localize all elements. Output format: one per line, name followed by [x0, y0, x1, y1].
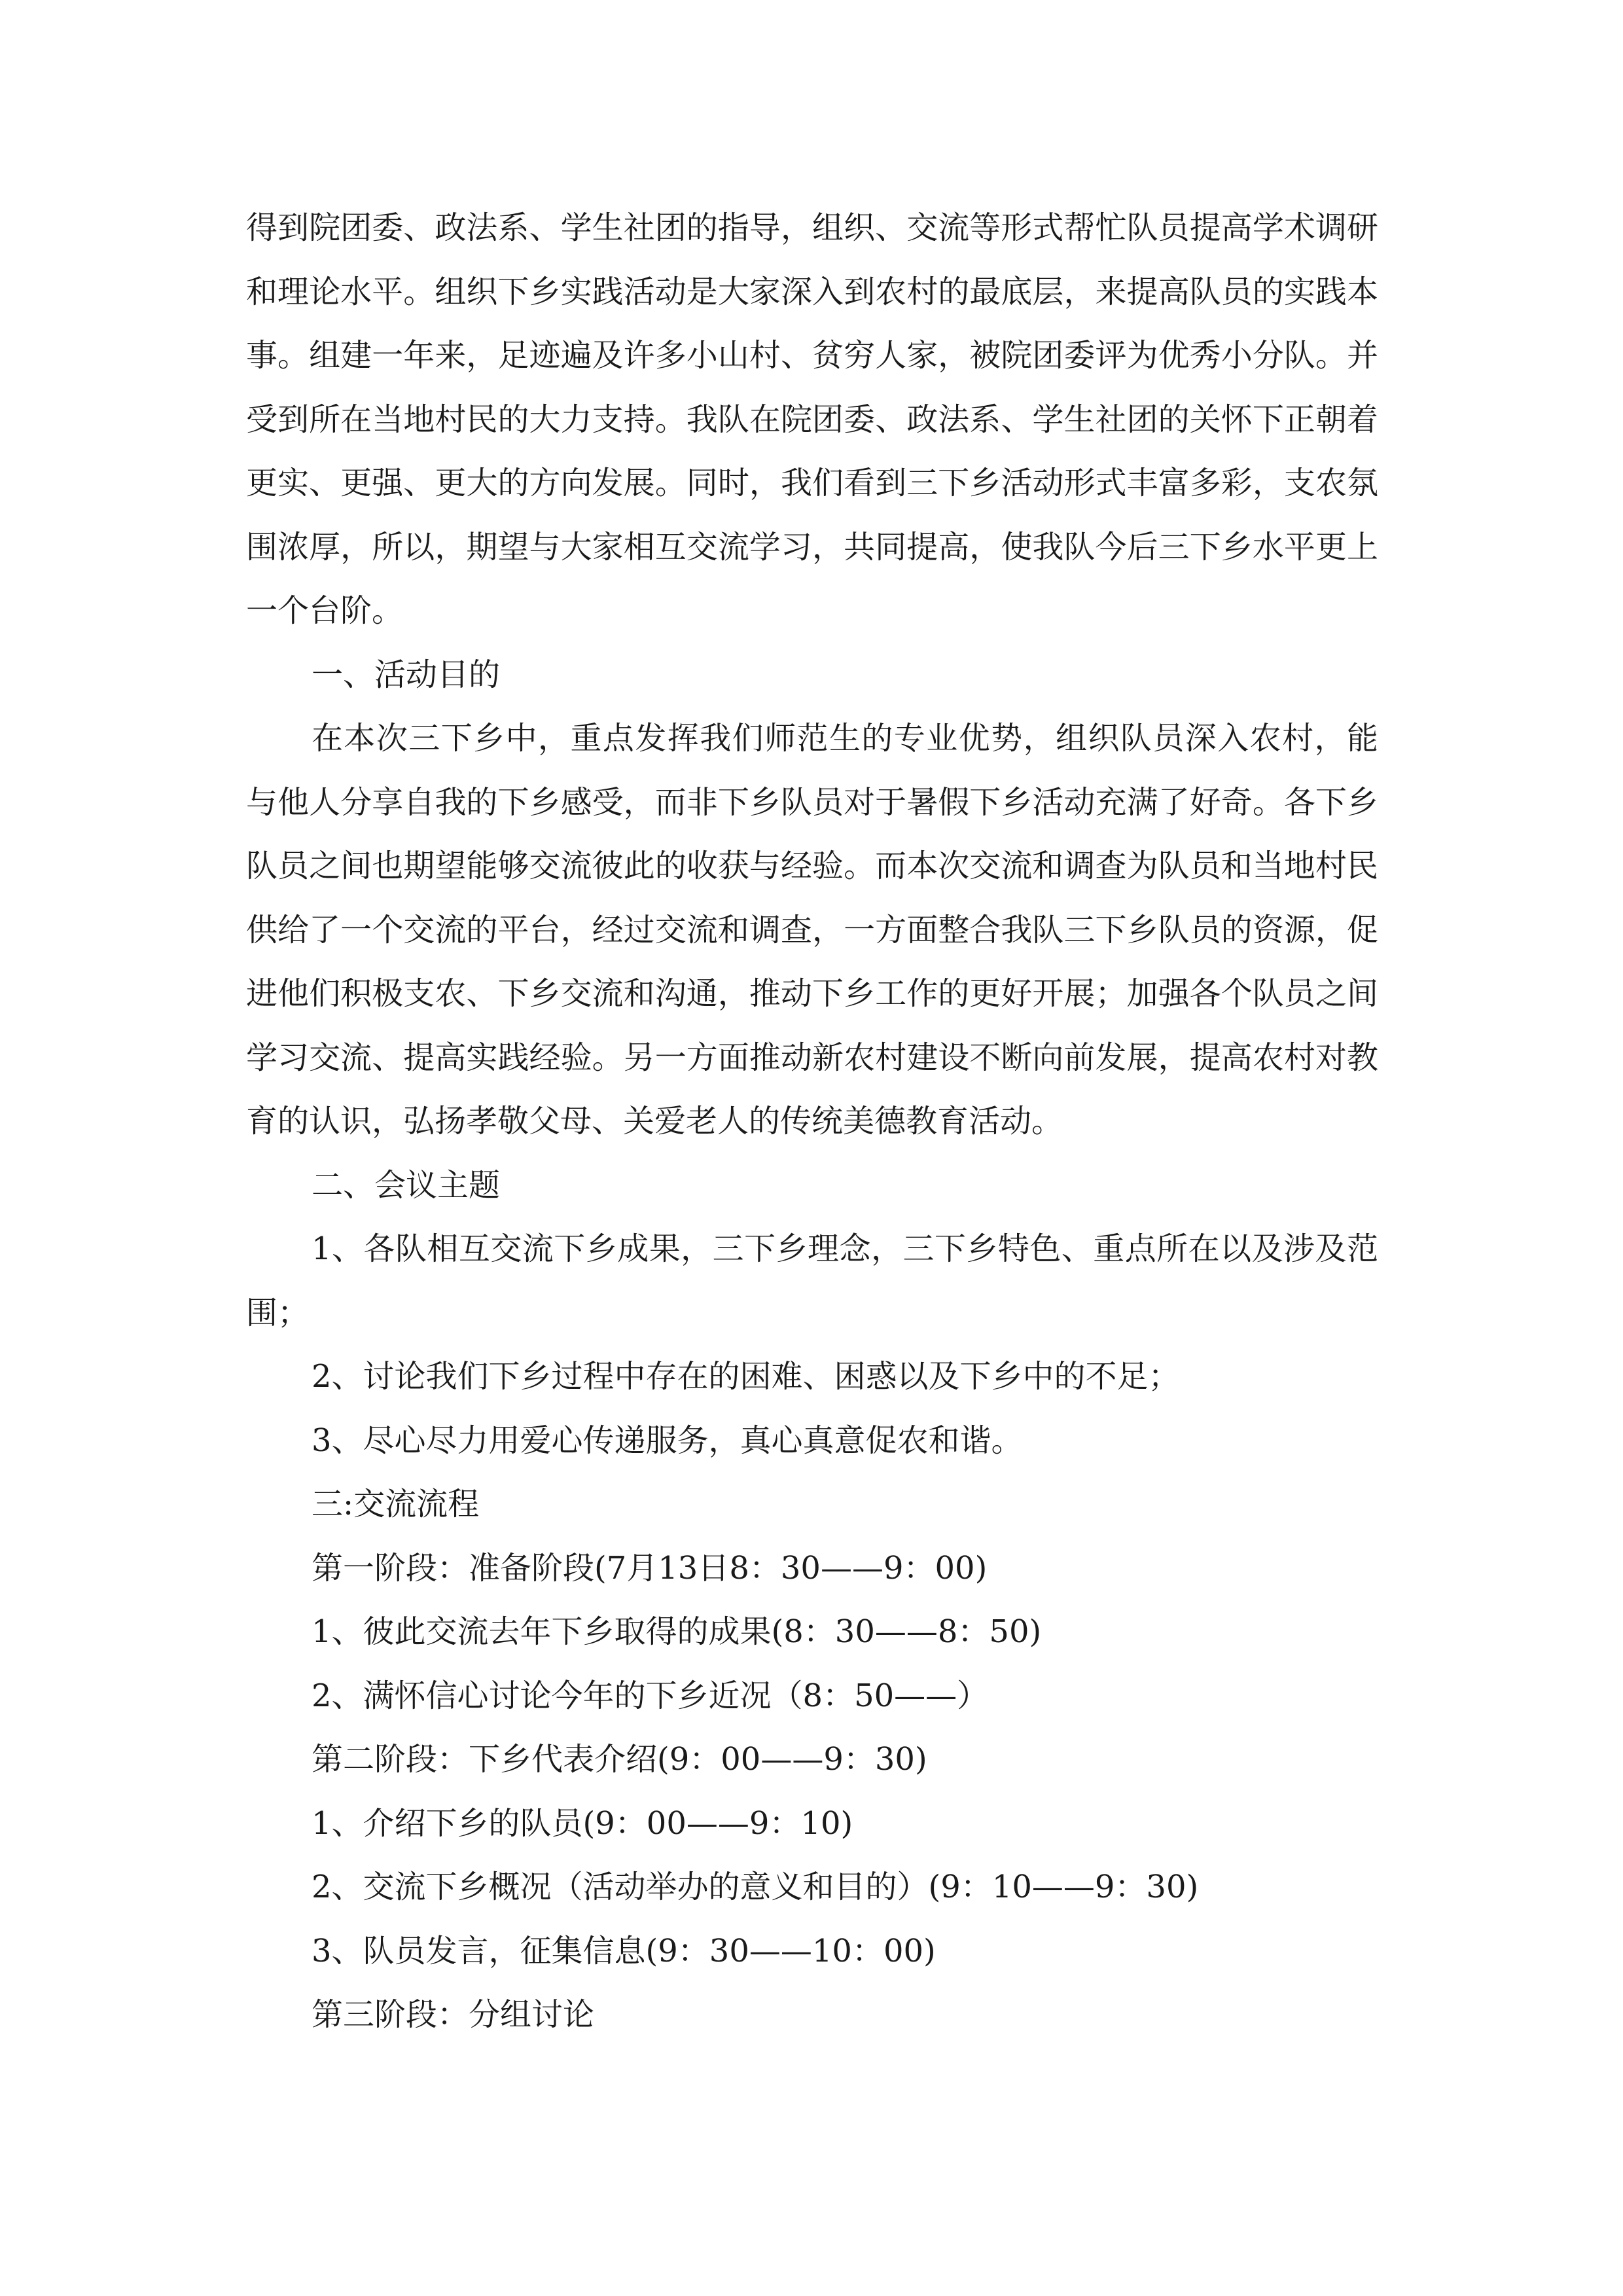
- stage-2-item-3: 3、队员发言，征集信息(9：30——10：00): [312, 1932, 936, 1969]
- section-heading-activity-purpose: 一、活动目的: [312, 656, 501, 693]
- stage-1-item-2: 2、满怀信心讨论今年的下乡近况（8：50——）: [312, 1677, 989, 1714]
- section-heading-meeting-theme: 二、会议主题: [312, 1166, 501, 1204]
- meeting-theme-item-2: 2、讨论我们下乡过程中存在的困难、困惑以及下乡中的不足；: [312, 1358, 1180, 1395]
- intro-paragraph: 得到院团委、政法系、学生社团的指导，组织、交流等形式帮忙队员提高学术调研和理论水平。组织下乡实践活动是大家深入到农村的最底层，来提高队员的实践本事。组建一年来，足迹遍及许多小山村、贫穷人家，被院团委评为优秀小分队。并受到所在当地村民的大力支持。我队在院团委、政法系、学生社团的关怀下正朝着更实、更强、更大的方向发展。同时，我们看到三下乡活动形式丰富多彩，支农氛围浓厚，所以，期望与大家相互交流学习，共同提高，使我队今后三下乡水平更上一个台阶。: [246, 209, 1378, 629]
- stage-2-item-2: 2、交流下乡概况（活动举办的意义和目的）(9：10——9：30): [312, 1869, 1199, 1905]
- stage-2-heading: 第二阶段：下乡代表介绍(9：00——9：30): [312, 1741, 927, 1778]
- section-heading-exchange-process: 三:交流流程: [312, 1486, 480, 1522]
- meeting-theme-item-3: 3、尽心尽力用爱心传递服务，真心真意促农和谐。: [312, 1422, 1023, 1459]
- document-body: [246, 196, 1378, 2047]
- stage-1-heading: 第一阶段：准备阶段(7月13日8：30——9：00): [312, 1549, 988, 1587]
- stage-1-item-1: 1、彼此交流去年下乡取得的成果(8：30——8：50): [312, 1613, 1042, 1650]
- activity-purpose-paragraph: 在本次三下乡中，重点发挥我们师范生的专业优势，组织队员深入农村，能与他人分享自我的下乡感受，而非下乡队员对于暑假下乡活动充满了好奇。各下乡队员之间也期望能够交流彼此的收获与经验。而本次交流和调查为队员和当地村民供给了一个交流的平台，经过交流和调查，一方面整合我队三下乡队员的资源，促进他们积极支农、下乡交流和沟通，推动下乡工作的更好开展；加强各个队员之间学习交流、提高实践经验。另一方面推动新农村建设不断向前发展，提高农村对教育的认识，弘扬孝敬父母、关爱老人的传统美德教育活动。: [246, 720, 1378, 1139]
- stage-3-heading: 第三阶段：分组讨论: [312, 1996, 595, 2033]
- stage-2-item-1: 1、介绍下乡的队员(9：00——9：10): [312, 1804, 853, 1842]
- meeting-theme-item-1: 1、各队相互交流下乡成果，三下乡理念，三下乡特色、重点所在以及涉及范围；: [246, 1230, 1378, 1331]
